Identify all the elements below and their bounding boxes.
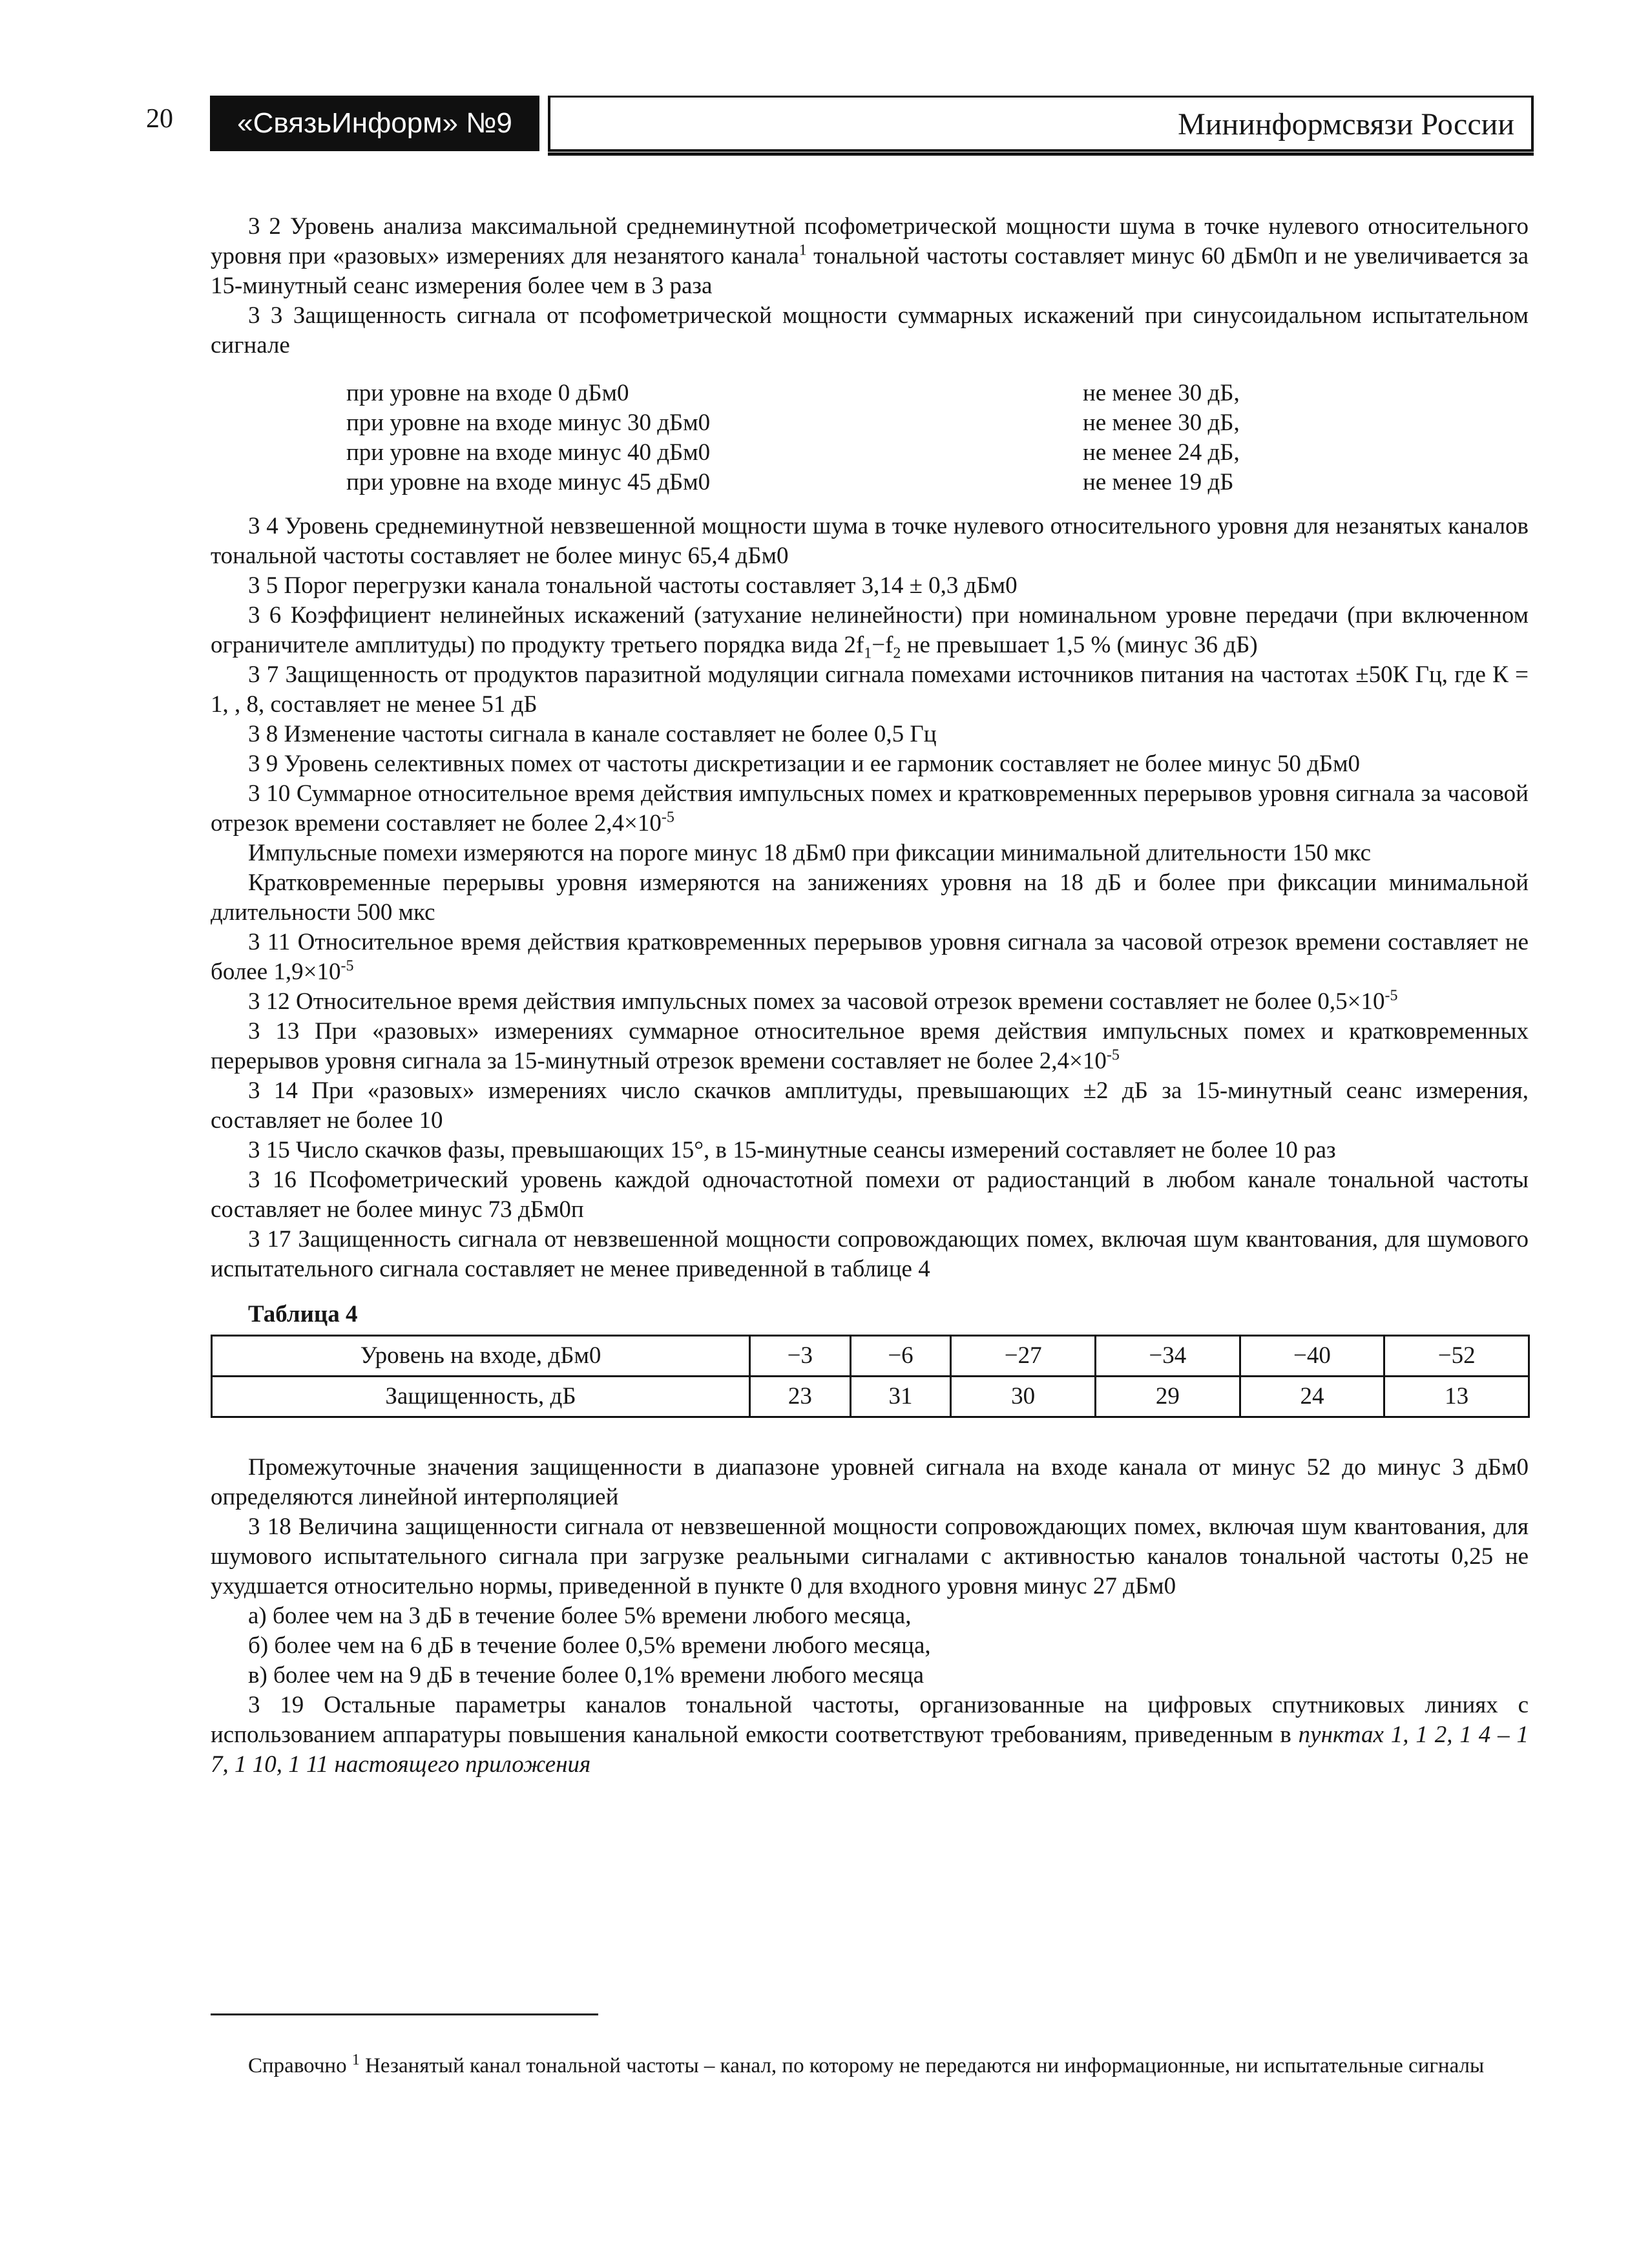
table-cell: −3 xyxy=(750,1336,851,1377)
paragraph-3-7: 3 7 Защищенность от продуктов паразитной модуляции сигнала помехами источников питания на частотах ±50К Гц, где К = 1, , 8, составляет не менее 51 дБ xyxy=(211,661,1529,718)
ministry-title: Мининформсвязи России xyxy=(1178,107,1514,141)
table-title: Таблица 4 xyxy=(248,1301,358,1327)
footnote-divider xyxy=(211,2013,598,2015)
table-cell: −6 xyxy=(850,1336,951,1377)
table-cell: −27 xyxy=(951,1336,1096,1377)
list-item: б) более чем на 6 дБ в течение более 0,5% времени любого месяца, xyxy=(248,1632,931,1659)
list-item: а) более чем на 3 дБ в течение более 5% времени любого месяца, xyxy=(248,1603,912,1629)
ministry-header-box xyxy=(548,96,1534,152)
table-row xyxy=(212,1377,1529,1417)
paragraph-3-17: 3 17 Защищенность сигнала от невзвешенной мощности сопровождающих помех, включая шум квантования, для шумового испытательного сигнала составляет не менее приведенной в таблице 4 xyxy=(211,1226,1529,1282)
paragraph-3-6: 3 6 Коэффициент нелинейных искажений (затухание нелинейности) при номинальном уровне передачи (при включенном ограничителе амплитуды) по продукту третьего порядка вида $2f_1-f_2$ не превышает 1,5 % (минус 36 дБ) xyxy=(211,602,1529,662)
paragraph-3-3: 3 3 Защищенность сигнала от псофометрической мощности суммарных искажений при синусоидальном испытательном сигнале xyxy=(211,302,1529,359)
paragraph-3-11: 3 11 Относительное время действия кратковременных перерывов уровня сигнала за часовой отрезок времени составляет не более $1,9\times 10^{-5}$ xyxy=(211,929,1529,985)
paragraph-3-19: 3 19 Остальные параметры каналов тональной частоты, организованные на цифровых спутниковых линиях с использованием аппаратуры повышения канальной емкости соответствуют требованиям, приведенным в пунктах 1, 1 2, 1 4 – 1 7, 1 10, 1 11 настоящего приложения xyxy=(211,1692,1529,1778)
journal-title: «СвязьИнформ» №9 xyxy=(237,107,512,139)
paragraph-3-8: 3 8 Изменение частоты сигнала в канале составляет не более 0,5 Гц xyxy=(248,721,937,747)
table-4 xyxy=(211,1335,1530,1418)
list-item: в) более чем на 9 дБ в течение более 0,1% времени любого месяца xyxy=(248,1662,924,1689)
paragraph-3-12: 3 12 Относительное время действия импульсных помех за часовой отрезок времени составляет не более $0,5\times 10^{-5}$ xyxy=(248,987,1398,1015)
table-cell: 30 xyxy=(951,1377,1096,1417)
paragraph-3-18: 3 18 Величина защищенности сигнала от невзвешенной мощности сопровождающих помех, включая шум квантования, для шумового испытательного сигнала при загрузке реальными сигналами с активностью каналов тональной частоты 0,25 не ухудшается относительно нормы, приведенной в пункте 0 для входного уровня минус 27 дБм0 xyxy=(211,1514,1529,1599)
table-cell: −34 xyxy=(1096,1336,1240,1377)
table-cell: −40 xyxy=(1240,1336,1384,1377)
paragraph-3-14: 3 14 При «разовых» измерениях число скачков амплитуды, превышающих ±2 дБ за 15-минутный сеанс измерения, составляет не более 10 xyxy=(211,1077,1529,1134)
table-cell: 13 xyxy=(1384,1377,1529,1417)
paragraph-3-16: 3 16 Псофометрический уровень каждой одночастотной помехи от радиостанций в любом канале тональной частоты составляет не более минус 73 дБм0п xyxy=(211,1167,1529,1223)
table-row-label: Защищенность, дБ xyxy=(212,1377,750,1417)
table-row xyxy=(212,1336,1529,1377)
level-row: при уровне на входе 0 дБм0 не менее 30 дБ, xyxy=(346,380,1240,406)
paragraph-3-2: 3 2 Уровень анализа максимальной среднеминутной псофометрической мощности шума в точке нулевого относительного уровня при «разовых» измерениях для незанятого канала$^1$ тональной частоты составляет минус 60 дБм0п и не увеличивается за 15-минутный сеанс измерения более чем в 3 раза xyxy=(211,213,1529,299)
table-cell: 29 xyxy=(1096,1377,1240,1417)
document-body xyxy=(211,212,1529,1780)
table-cell: 23 xyxy=(750,1377,851,1417)
paragraph-3-5: 3 5 Порог перегрузки канала тональной частоты составляет 3,14 ± 0,3 дБм0 xyxy=(248,572,1018,599)
paragraph-3-15: 3 15 Число скачков фазы, превышающих 15°, в 15-минутные сеансы измерений составляет не более 10 раз xyxy=(248,1137,1336,1163)
footnote-ref: 1 xyxy=(799,242,807,259)
table-cell: 24 xyxy=(1240,1377,1384,1417)
page-number: 20 xyxy=(146,104,173,134)
table-row-label: Уровень на входе, дБм0 xyxy=(212,1336,750,1377)
paragraph-3-4: 3 4 Уровень среднеминутной невзвешенной мощности шума в точке нулевого относительного уровня для незанятых каналов тональной частоты составляет не более минус 65,4 дБм0 xyxy=(211,513,1529,569)
paragraph-3-13: 3 13 При «разовых» измерениях суммарное относительное время действия импульсных помех и кратковременных перерывов уровня сигнала за 15-минутный отрезок времени составляет не более $2,4\times 10^{-5}$ xyxy=(211,1018,1529,1074)
level-row: при уровне на входе минус 45 дБм0 не менее 19 дБ xyxy=(346,469,1234,495)
journal-title-box xyxy=(210,96,539,151)
paragraph-breaks: Кратковременные перерывы уровня измеряются на занижениях уровня на 18 дБ и более при фиксации минимальной длительности 500 мкс xyxy=(211,869,1529,926)
level-row: при уровне на входе минус 30 дБм0 не менее 30 дБ, xyxy=(346,410,1240,436)
paragraph-3-10: 3 10 Суммарное относительное время действия импульсных помех и кратковременных перерывов уровня сигнала за часовой отрезок времени составляет не более $2,4\times 10^{-5}$ xyxy=(211,780,1529,837)
levels-list xyxy=(346,379,1341,497)
paragraph-3-9: 3 9 Уровень селективных помех от частоты дискретизации и ее гармоник составляет не более минус 50 дБм0 xyxy=(248,751,1361,777)
table-cell: 31 xyxy=(850,1377,951,1417)
paragraph-impulse: Импульсные помехи измеряются на пороге минус 18 дБм0 при фиксации минимальной длительности 150 мкс xyxy=(248,840,1371,866)
paragraph-interpolation: Промежуточные значения защищенности в диапазоне уровней сигнала на входе канала от минус 52 до минус 3 дБм0 определяются линейной интерполяцией xyxy=(211,1454,1529,1510)
table-cell: −52 xyxy=(1384,1336,1529,1377)
footnote: Справочно $^1$ Незанятый канал тональной частоты – канал, по которому не передаются ни информационные, ни испытательные сигналы xyxy=(248,2052,1485,2077)
level-row: при уровне на входе минус 40 дБм0 не менее 24 дБ, xyxy=(346,439,1240,466)
